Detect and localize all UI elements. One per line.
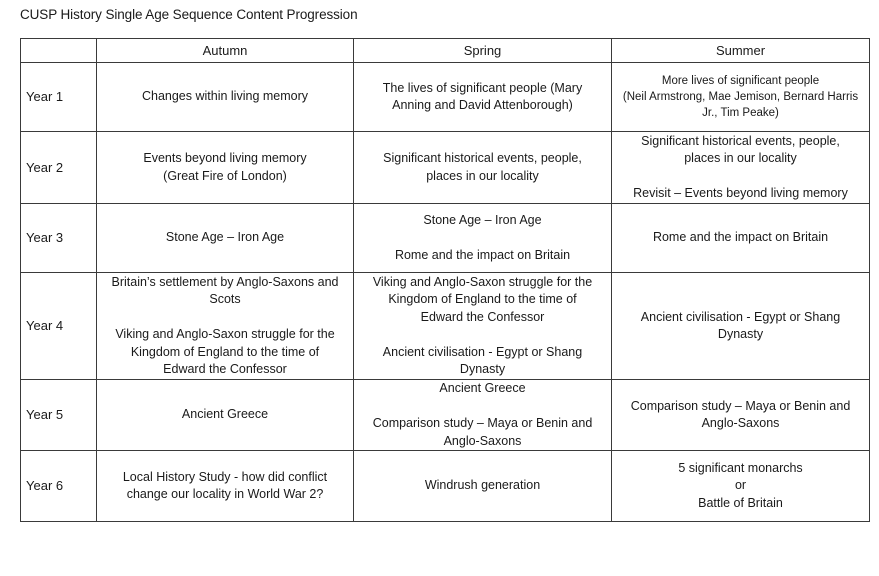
cell-line: Events beyond living memory — [143, 151, 307, 165]
year-label: Year 6 — [21, 451, 97, 522]
cell-line: Local History Study - how did conflict — [122, 469, 328, 484]
cell-line: Scots — [209, 292, 241, 306]
year-label: Year 5 — [21, 380, 97, 451]
header-corner — [21, 39, 97, 63]
cell-line: Comparison study – Maya or Benin and — [372, 416, 593, 430]
cell-summer — [612, 63, 870, 132]
header-autumn: Autumn — [97, 39, 354, 63]
table-row — [21, 63, 870, 132]
cell-line: Britain’s settlement by Anglo-Saxons and — [111, 274, 339, 289]
cell-line: Jr., Tim Peake) — [702, 107, 779, 119]
cell-line: Rome and the impact on Britain — [394, 247, 571, 262]
year-label: Year 2 — [21, 132, 97, 204]
cell-line: places in our locality — [684, 151, 797, 165]
cell-spring: Windrush generation — [354, 451, 612, 522]
cell-spring — [354, 204, 612, 273]
cell-line: Battle of Britain — [698, 495, 783, 510]
header-summer: Summer — [612, 39, 870, 63]
header-spring: Spring — [354, 39, 612, 63]
cell-autumn: Changes within living memory — [97, 63, 354, 132]
cell-line: places in our locality — [426, 168, 539, 183]
table-row — [21, 380, 870, 451]
cell-line: Stone Age – Iron Age — [423, 212, 542, 227]
cell-line: Anglo-Saxons — [443, 433, 522, 448]
cell-spring — [354, 380, 612, 451]
cell-summer: Rome and the impact on Britain — [612, 204, 870, 273]
cell-autumn — [97, 451, 354, 522]
year-label: Year 1 — [21, 63, 97, 132]
cell-summer — [612, 380, 870, 451]
cell-line: The lives of significant people (Mary — [382, 80, 583, 95]
cell-line: change our locality in World War 2? — [126, 487, 324, 501]
cell-line: (Neil Armstrong, Mae Jemison, Bernard Harris — [622, 91, 859, 103]
cell-line: (Great Fire of London) — [163, 168, 287, 183]
cell-line: Viking and Anglo-Saxon struggle for the — [115, 327, 335, 341]
cell-line: More lives of significant people — [661, 75, 820, 87]
year-label: Year 4 — [21, 273, 97, 380]
cell-summer — [612, 451, 870, 522]
cell-line: Kingdom of England to the time of — [130, 344, 320, 359]
cell-line: Significant historical events, people, — [641, 133, 840, 148]
cell-summer — [612, 273, 870, 380]
cell-line: Comparison study – Maya or Benin and — [630, 398, 851, 413]
cell-line: Ancient Greece — [439, 381, 526, 395]
cell-summer — [612, 132, 870, 204]
table-row — [21, 273, 870, 380]
cell-line: Anglo-Saxons — [701, 416, 780, 430]
cell-autumn — [97, 132, 354, 204]
page-title: CUSP History Single Age Sequence Content Progression — [20, 7, 358, 22]
table-row — [21, 204, 870, 273]
cell-autumn: Stone Age – Iron Age — [97, 204, 354, 273]
cell-spring — [354, 132, 612, 204]
cell-line: Significant historical events, people, — [383, 151, 582, 165]
progression-table — [20, 38, 870, 522]
cell-line: Ancient civilisation - Egypt or Shang — [382, 344, 583, 359]
table-row — [21, 451, 870, 522]
cell-line: 5 significant monarchs — [678, 460, 803, 475]
table-row — [21, 132, 870, 204]
cell-line: Edward the Confessor — [163, 362, 287, 376]
cell-line: Dynasty — [717, 327, 764, 341]
cell-line: Edward the Confessor — [420, 309, 545, 324]
cell-line: or — [734, 478, 747, 493]
cell-spring — [354, 63, 612, 132]
cell-autumn: Ancient Greece — [97, 380, 354, 451]
cell-line: Dynasty — [459, 362, 506, 376]
cell-line: Anning and David Attenborough) — [392, 98, 573, 112]
cell-line: Ancient civilisation - Egypt or Shang — [640, 309, 841, 324]
cell-line: Viking and Anglo-Saxon struggle for the — [372, 274, 593, 289]
header-row — [21, 39, 870, 63]
cell-spring — [354, 273, 612, 380]
cell-line: Revisit – Events beyond living memory — [633, 186, 848, 200]
cell-line: Kingdom of England to the time of — [388, 292, 577, 306]
cell-autumn — [97, 273, 354, 380]
year-label: Year 3 — [21, 204, 97, 273]
